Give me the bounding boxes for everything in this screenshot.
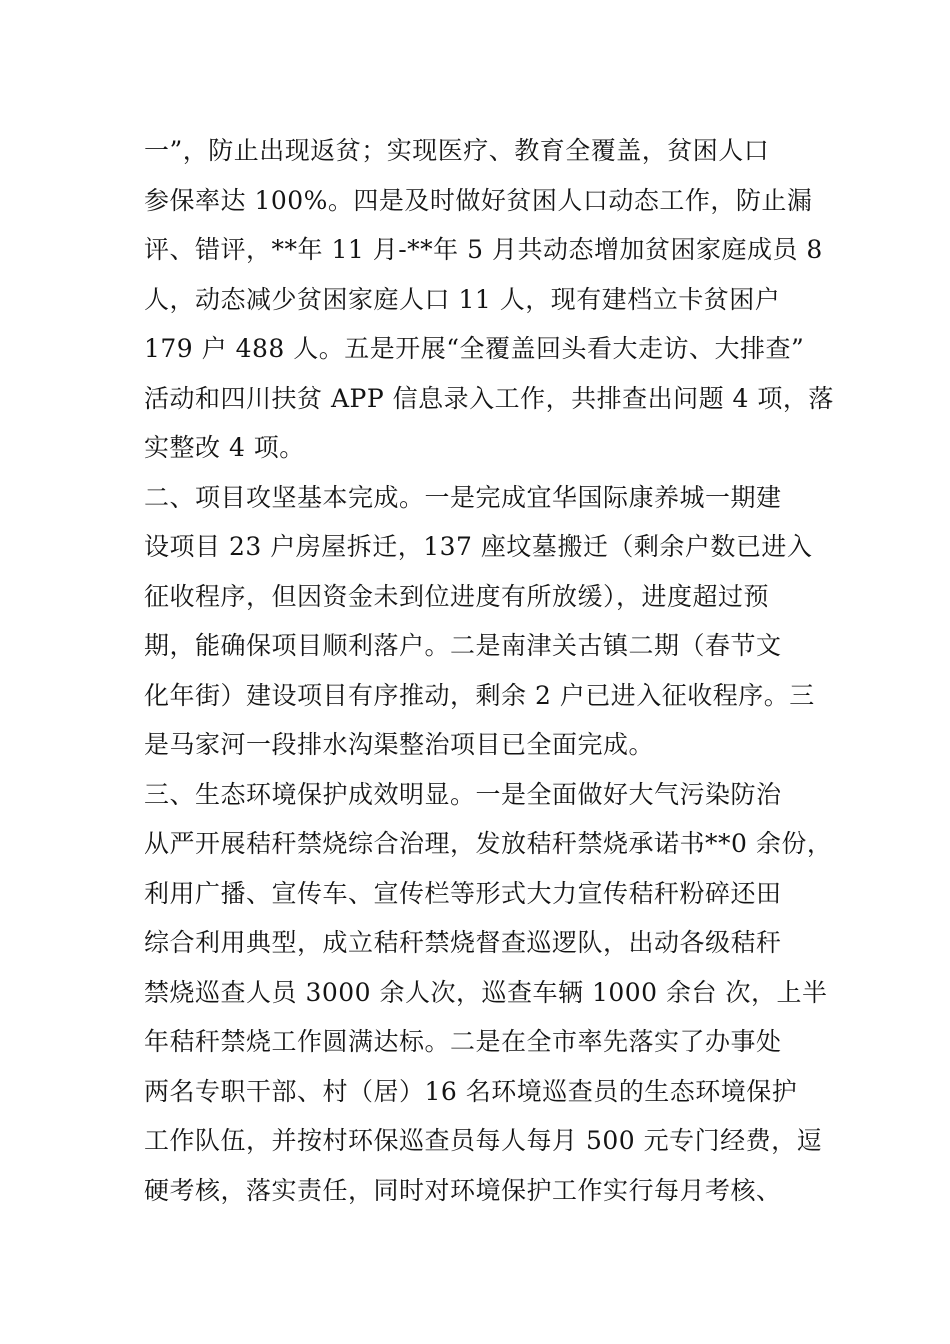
text-line: 从严开展秸秆禁烧综合治理，发放秸秆禁烧承诺书**0 余份， [144,829,833,858]
text-line: 是马家河一段排水沟渠整治项目已全面完成。 [144,730,655,759]
text-line: 人，动态减少贫困家庭人口 11 人，现有建档立卡贫困户 [144,284,781,314]
text-line: 硬考核，落实责任，同时对环境保护工作实行每月考核、 [144,1175,782,1205]
text-line: 实整改 4 项。 [144,433,305,462]
text-line: 征收程序，但因资金未到位进度有所放缓），进度超过预 [144,581,770,611]
section-heading-line: 三、生态环境保护成效明显。一是全面做好大气污染防治 [144,779,782,809]
text-line: 设项目 23 户房屋拆迁，137 座坟墓搬迁（剩余户数已进入 [144,532,813,561]
text-line: 评、错评，**年 11 月-**年 5 月共动态增加贫困家庭成员 8 [144,235,823,264]
text-line: 两名专职干部、村（居）16 名环境巡查员的生态环境保护 [144,1076,798,1106]
text-line: 参保率达 100%。四是及时做好贫困人口动态工作，防止漏 [144,185,813,215]
text-line: 一”，防止出现返贫；实现医疗、教育全覆盖，贫困人口 [144,136,770,165]
document-body [144,126,834,1215]
section-heading-line: 二、项目攻坚基本完成。一是完成宜华国际康养城一期建 [144,482,782,512]
text-line: 化年街）建设项目有序推动，剩余 2 户已进入征收程序。三 [144,680,815,710]
text-line: 年秸秆禁烧工作圆满达标。二是在全市率先落实了办事处 [144,1027,782,1056]
text-line: 禁烧巡查人员 3000 余人次，巡查车辆 1000 余台 次，上半 [144,977,828,1007]
text-line: 利用广播、宣传车、宣传栏等形式大力宣传秸秆粉碎还田 [144,878,782,908]
text-line: 工作队伍，并按村环保巡查员每人每月 500 元专门经费，逗 [144,1126,823,1155]
text-line: 179 户 488 人。五是开展“全覆盖回头看大走访、大排查” [144,334,805,363]
text-line: 活动和四川扶贫 APP 信息录入工作，共排查出问题 4 项，落 [144,383,834,413]
text-line: 综合利用典型，成立秸秆禁烧督查巡逻队，出动各级秸秆 [144,928,782,957]
text-line: 期，能确保项目顺利落户。二是南津关古镇二期（春节文 [144,631,782,660]
